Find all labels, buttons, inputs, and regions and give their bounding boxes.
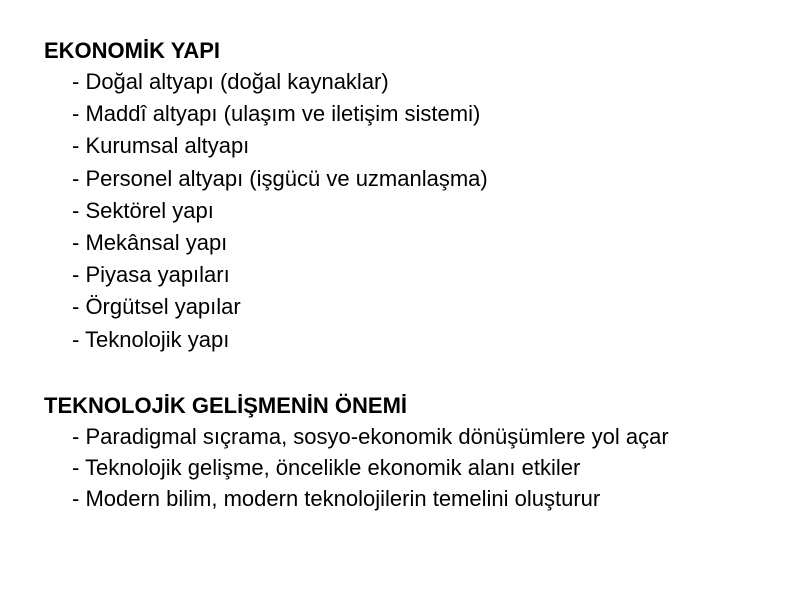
list-item: - Paradigmal sıçrama, sosyo-ekonomik dönüşümlere yol açar xyxy=(72,424,669,449)
list-item: - Mekânsal yapı xyxy=(72,230,228,256)
section-ekonomik-yapi xyxy=(44,36,764,356)
section-heading: EKONOMİK YAPI xyxy=(44,38,221,63)
list-item: - Piyasa yapıları xyxy=(72,262,230,288)
list-item: - Kurumsal altyapı xyxy=(72,133,250,159)
section-teknolojik-gelisme xyxy=(44,391,764,514)
list-item: - Maddî altyapı (ulaşım ve iletişim sistemi) xyxy=(72,101,481,127)
bullet-list xyxy=(44,421,764,514)
list-item: - Teknolojik gelişme, öncelikle ekonomik alanı etkiler xyxy=(72,455,581,480)
list-item: - Sektörel yapı xyxy=(72,197,214,223)
section-heading: TEKNOLOJİK GELİŞMENİN ÖNEMİ xyxy=(44,393,408,418)
list-item: - Doğal altyapı (doğal kaynaklar) xyxy=(72,69,389,94)
list-item: - Teknolojik yapı xyxy=(72,326,230,352)
list-item: - Örgütsel yapılar xyxy=(72,294,241,320)
list-item: - Modern bilim, modern teknolojilerin temelini oluşturur xyxy=(72,486,601,511)
list-item: - Personel altyapı (işgücü ve uzmanlaşma) xyxy=(72,165,488,191)
bullet-list xyxy=(44,66,764,356)
